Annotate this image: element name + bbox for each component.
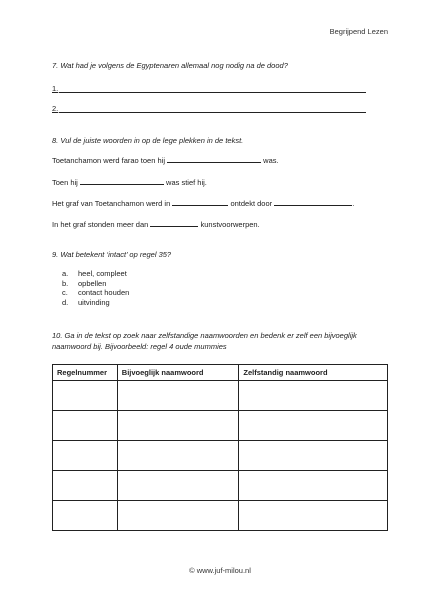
question-8: 8. Vul de juiste woorden in op de lege plekken in de tekst. — [52, 136, 244, 145]
table-row — [53, 471, 388, 501]
option-letter: d. — [62, 297, 69, 307]
fill-sentence-3 — [52, 198, 354, 208]
column-header-regelnummer: Regelnummer — [53, 365, 118, 381]
table-cell[interactable] — [53, 501, 118, 531]
answer-line-number: 2. — [52, 104, 59, 113]
table-cell[interactable] — [117, 471, 239, 501]
option-letter: a. — [62, 269, 69, 278]
sentence-text: ontdekt door — [228, 199, 275, 208]
header-title: Begrijpend Lezen — [329, 27, 388, 36]
table-cell[interactable] — [117, 501, 239, 531]
blank-field[interactable] — [172, 198, 228, 206]
option-d[interactable] — [62, 298, 129, 308]
question-7: 7. Wat had je volgens de Egyptenaren allemaal nog nodig na de dood? — [52, 61, 288, 70]
option-b[interactable] — [62, 279, 129, 289]
option-letter: b. — [62, 278, 69, 288]
table-cell[interactable] — [239, 471, 388, 501]
column-header-bijvoeglijk: Bijvoeglijk naamwoord — [117, 365, 239, 381]
table-cell[interactable] — [239, 441, 388, 471]
table-header-row — [53, 365, 388, 381]
answer-line-number: 1. — [52, 84, 59, 93]
option-text: opbellen — [78, 278, 107, 288]
option-a[interactable] — [62, 269, 129, 279]
table-cell[interactable] — [53, 381, 118, 411]
sentence-text: was. — [261, 156, 279, 165]
sentence-text: In het graf stonden meer dan — [52, 220, 151, 229]
table-cell[interactable] — [117, 441, 239, 471]
blank-field[interactable] — [274, 198, 355, 208]
table-row — [53, 411, 388, 441]
table-cell[interactable] — [239, 381, 388, 411]
table-cell[interactable] — [53, 471, 118, 501]
answer-rule — [59, 104, 366, 113]
answer-line-1[interactable] — [52, 83, 366, 93]
option-letter: c. — [62, 288, 68, 297]
option-c[interactable] — [62, 288, 129, 298]
sentence-text: . — [352, 199, 355, 208]
answer-table — [52, 364, 388, 531]
blank-field[interactable] — [167, 155, 261, 163]
fill-sentence-2 — [52, 177, 207, 187]
question-9: 9. Wat betekent ‘intact’ op regel 35? — [52, 250, 172, 259]
table-cell[interactable] — [117, 411, 239, 441]
table-cell[interactable] — [117, 381, 239, 411]
blank-field[interactable] — [150, 219, 198, 227]
table-cell[interactable] — [239, 501, 388, 531]
answer-rule — [59, 84, 366, 93]
question-10: 10. Ga in de tekst op zoek naar zelfstandige naamwoorden en bedenk er zelf een bijvoeglijk naamwoord bij. Bijvoorbeeld: regel 4 oude mummies — [52, 331, 357, 351]
footer-copyright: © www.juf-milou.nl — [189, 566, 251, 575]
sentence-text: Het graf van Toetanchamon werd in — [52, 199, 173, 208]
option-text: uitvinding — [78, 297, 110, 307]
fill-sentence-1 — [52, 155, 279, 165]
answer-line-2[interactable] — [52, 103, 366, 113]
table-cell[interactable] — [239, 411, 388, 441]
table-row — [53, 501, 388, 531]
fill-sentence-4 — [52, 219, 260, 229]
sentence-text: Toetanchamon werd farao toen hij — [52, 156, 168, 165]
option-text: heel, compleet — [78, 269, 127, 278]
column-header-zelfstandig: Zelfstandig naamwoord — [239, 365, 388, 381]
blank-field[interactable] — [80, 177, 164, 185]
table-cell[interactable] — [53, 411, 118, 441]
table-row — [53, 381, 388, 411]
sentence-text: was stief hij. — [163, 178, 207, 187]
answer-options — [62, 269, 129, 307]
sentence-text: kunstvoorwerpen. — [198, 220, 260, 229]
table-row — [53, 441, 388, 471]
table-cell[interactable] — [53, 441, 118, 471]
sentence-text: Toen hij — [52, 178, 80, 187]
option-text: contact houden — [78, 288, 130, 297]
